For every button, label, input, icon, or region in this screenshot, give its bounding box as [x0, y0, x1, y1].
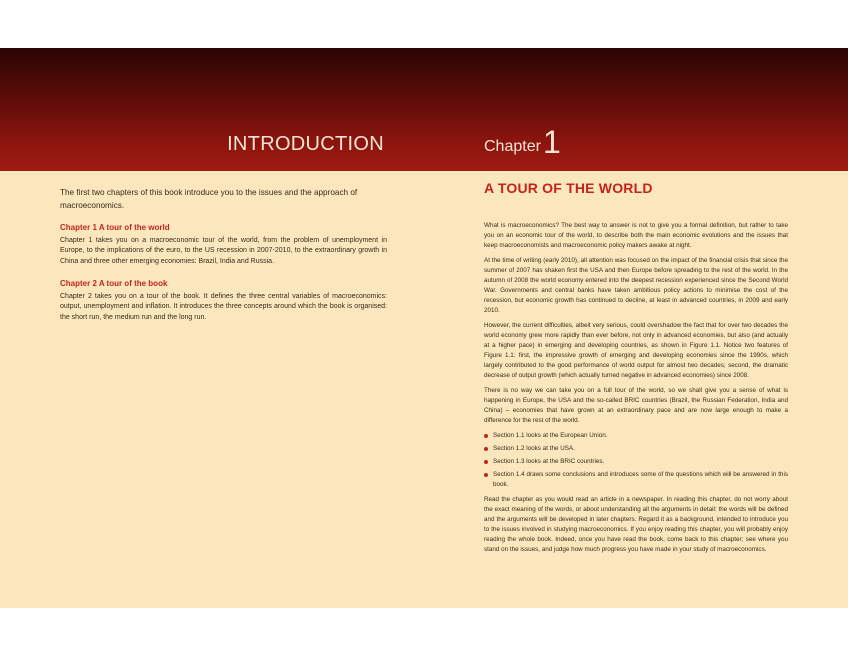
header-banner — [0, 48, 848, 171]
chapter-title: A TOUR OF THE WORLD — [484, 180, 653, 196]
bullet-item — [484, 470, 788, 490]
section-text-chapter-2: Chapter 2 takes you on a tour of the book. It defines the three central variables of macroeconomics: output, unemployment and inflation. It introduces the three concepts around which the book is organised: the short run, the medium run and the long run. — [60, 292, 387, 321]
bullet-dot-icon — [484, 447, 488, 451]
section-text-chapter-1: Chapter 1 takes you on a macroeconomic tour of the world, from the problem of unemployment in Europe, to the implications of the euro, to the US recession in 2007-2010, to the extraordinary growth in China and three other emerging economies: Brazil, India and Russia. — [60, 236, 387, 265]
book-spread — [0, 48, 848, 608]
bullet-dot-icon — [484, 434, 488, 438]
bullet-text: Section 1.4 draws some conclusions and introduces some of the questions which will be answered in this book. — [493, 471, 788, 488]
right-page-content — [484, 180, 788, 560]
bullet-item — [484, 444, 788, 454]
section-heading-chapter-2: Chapter 2 A tour of the book — [60, 279, 168, 288]
section-heading-chapter-1: Chapter 1 A tour of the world — [60, 223, 170, 232]
paragraph: At the time of writing (early 2010), all attention was focused on the impact of the financial crisis that since the summer of 2007 has shaken first the USA and then Europe before spreading to the rest of the world. In the autumn of 2008 the world economy entered into the deepest recession experienced since the Second World War. Governments and central banks have taken ambitious policy actions to minimise the cost of the recession, but economic growth has continued to decline, at least in advanced countries, in 2009 and early 2010. — [484, 257, 788, 314]
bullet-item — [484, 431, 788, 441]
bullet-text: Section 1.2 looks at the USA. — [493, 445, 575, 452]
section-bullet-list — [484, 431, 788, 490]
chapter-label: Chapter — [484, 138, 541, 155]
paragraph: What is macroeconomics? The best way to answer is not to give you a formal definition, but rather to take you on an economic tour of the world, to describe both the main economic evolutions and the issues that keep macroeconomists and macroeconomic policy makers awake at night. — [484, 222, 788, 249]
paragraph: However, the current difficulties, albeit very serious, could overshadow the fact that for over two decades the world economy grew more rapidly than ever before, not only in advanced economies, but also (and actually at a higher pace) in emerging and developing countries, as shown in Figure 1.1. Notice two features of Figure 1.1: first, the impressive growth of emerging and developing economies since the 1990s, which largely contributed to the good performance of world output for almost two decades; second, the dramatic decrease of output growth (which actually turned negative in advanced economies) since 2008. — [484, 322, 788, 379]
closing-paragraph: Read the chapter as you would read an article in a newspaper. In reading this chapter, do not worry about the exact meaning of the words, or about understanding all the arguments in detail: the words will be defined and the arguments will be developed in later chapters. Regard it as a background, intended to introduce you to the issues involved in studying macroeconomics. If you enjoy reading this chapter, you will probably enjoy reading the whole book. Indeed, once you have read the book, come back to this chapter; see where you stand on the issues, and judge how much progress you have made in your study of macroeconomics. — [484, 496, 788, 553]
bullet-dot-icon — [484, 460, 488, 464]
left-page-content — [60, 187, 387, 335]
paragraph: There is no way we can take you on a full tour of the world, so we shall give you a sense of what is happening in Europe, the USA and the so-called BRIC countries (Brazil, the Russian Federation, India and China) – economies that have grown at an extraordinary pace and are now large enough to make a difference for the rest of the world. — [484, 387, 788, 424]
intro-lead-text: The first two chapters of this book introduce you to the issues and the approach of macroeconomics. — [60, 188, 358, 210]
chapter-number: 1 — [543, 124, 561, 160]
bullet-item — [484, 457, 788, 467]
bullet-dot-icon — [484, 473, 488, 477]
bullet-text: Section 1.1 looks at the European Union. — [493, 432, 608, 439]
bullet-text: Section 1.3 looks at the BRIC countries. — [493, 458, 605, 465]
introduction-title: INTRODUCTION — [227, 133, 384, 155]
